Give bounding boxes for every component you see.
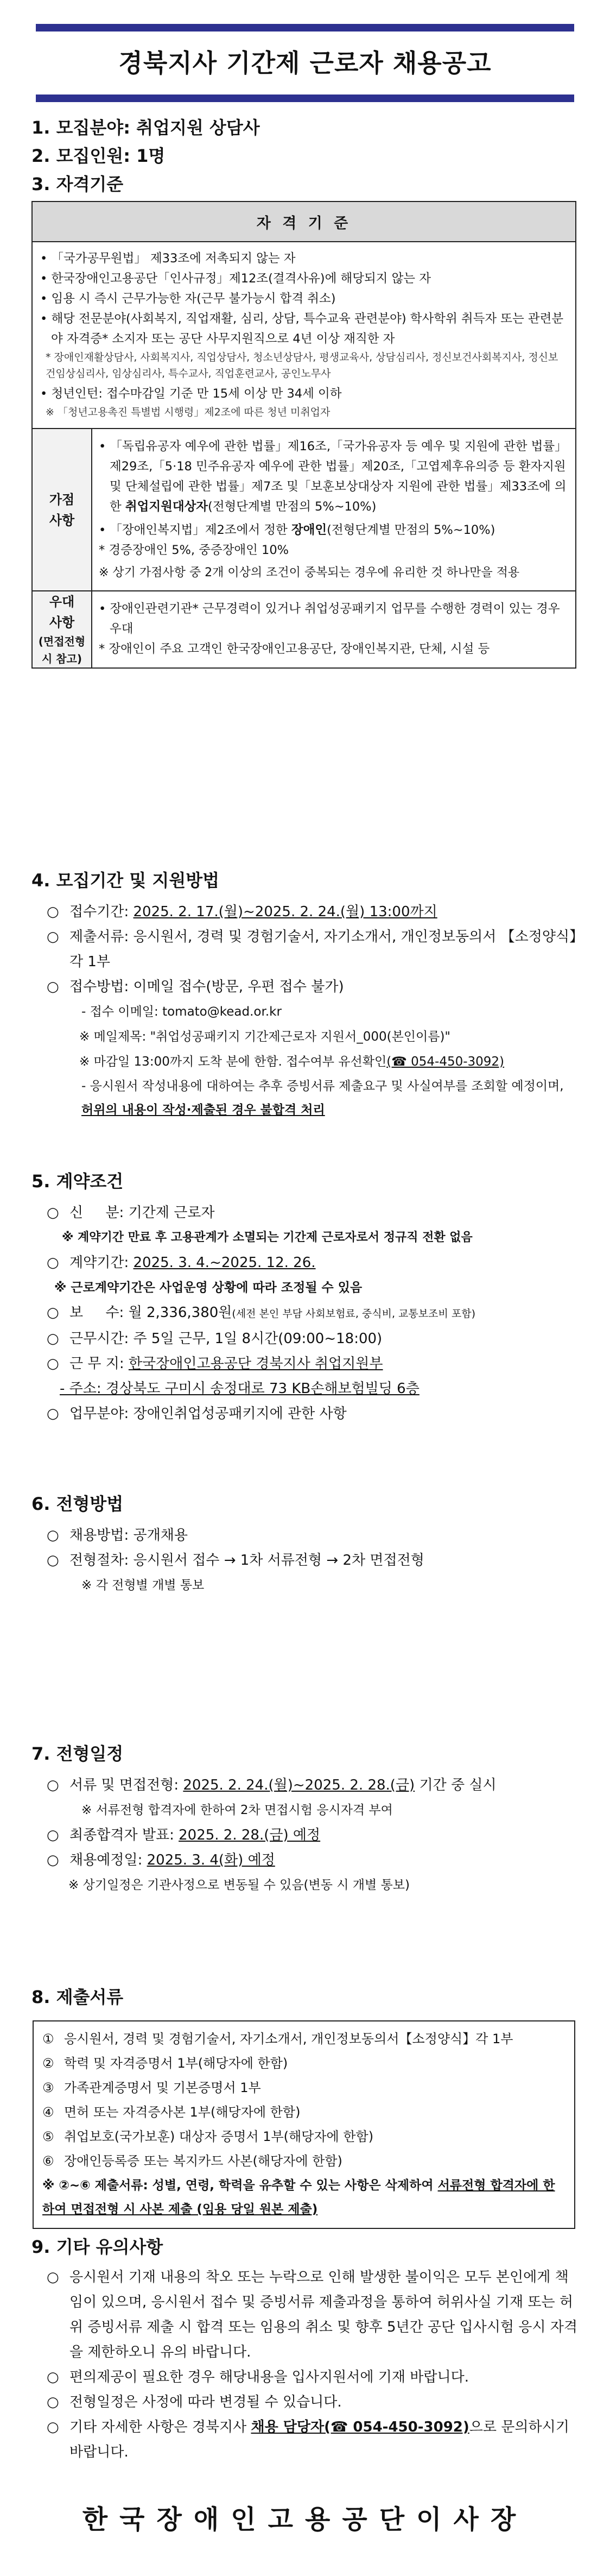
contract-period: ○ 계약기간: 2025. 3. 4.~2025. 12. 26. [47,1255,316,1271]
bonus-item-disabled-note: * 경증장애인 5%, 중증장애인 10% [99,543,289,557]
preference-label: 우대 사항 (면접전형 시 참고) [32,591,92,668]
document-item: ④ 면허 또는 자격증사본 1부(해당자에 한함) [42,2105,301,2120]
schedule-start-date: ○ 채용예정일: 2025. 3. 4(화) 예정 [47,1852,275,1868]
title-top-bar [36,24,574,32]
title-bottom-bar [36,95,574,102]
notice-item: ○ 편의제공이 필요한 경우 해당내용을 입사지원서에 기재 바랍니다. [47,2369,469,2385]
section-5-body [47,1200,579,1426]
contract-status: ○ 신 분: 기간제 근로자 [47,1205,215,1221]
selection-procedure: ○ 전형절차: 응시원서 접수 → 1차 서류전형 → 2차 면접전형 [47,1552,424,1569]
bonus-item-veterans: • 「독립유공자 예우에 관한 법률」제16조,「국가유공자 등 예우 및 지원에 관한 법률」제29조,「5·18 민주유공자 예우에 관한 법률」제20조,「고엽제후유의증 등 환자지원 및 단체설립에 관한 법률」제7조 및「보훈보상대상자 지원에 관한 법률」제33조에 의한 취업지원대상자(전형단계별 만점의 5%~10%) [99,439,567,514]
apply-email: - 접수 이메일: tomato@kead.or.kr [81,1005,282,1019]
section-5-heading: 5. 계약조건 [31,1171,124,1192]
schedule-screening-note: ※ 서류전형 합격자에 한하여 2차 면접시험 응시자격 부여 [81,1803,393,1817]
qual-item: • 임용 시 즉시 근무가능한 자(근무 불가능시 합격 취소) [40,292,336,306]
section-7-heading: 7. 전형일정 [31,1743,124,1764]
preference-note: * 장애인이 주요 고객인 한국장애인고용공단, 장애인복지관, 단체, 시설 등 [99,642,490,656]
schedule-final-announcement: ○ 최종합격자 발표: 2025. 2. 28.(금) 예정 [47,1827,321,1843]
section-3-heading: 3. 자격기준 [31,174,124,194]
selection-note: ※ 각 전형별 개별 통보 [81,1578,205,1592]
document-item: ① 응시원서, 경력 및 경험기술서, 자기소개서, 개인정보동의서【소정양식】각 1부 [42,2031,513,2046]
qualification-table [31,201,576,669]
contract-hours: ○ 근무시간: 주 5일 근무, 1일 8시간(09:00~18:00) [47,1331,383,1347]
contract-salary: ○ 보 수: 월 2,336,380원(세전 본인 부담 사회보험료, 중식비, 교통보조비 포함) [47,1305,475,1321]
preference-content [92,591,576,668]
issuer-signature: 한국장애인고용공단이사장 [82,2504,528,2535]
documents-note: ※ ②~⑥ 제출서류: 성별, 연령, 학력을 유추할 수 있는 사항은 삭제하여 서류전형 합격자에 한하여 면접전형 시 사본 제출 (임용 당일 원본 제출) [42,2178,555,2216]
section-7-body [47,1773,579,1898]
section-4-body [47,899,579,1122]
document-item: ⑤ 취업보호(국가보훈) 대상자 증명서 1부(해당자에 한함) [42,2129,374,2144]
schedule-change-note: ※ 상기일정은 기관사정으로 변동될 수 있음(변동 시 개별 통보) [68,1878,410,1892]
required-documents-box [33,2020,575,2229]
contract-status-note: ※ 계약기간 만료 후 고용관계가 소멸되는 기간제 근로자로서 정규직 전환 없음 [62,1231,473,1244]
section-6-body [47,1523,579,1598]
qual-youth: • 청년인턴: 접수마감일 기준 만 15세 이상 만 34세 이하 [40,387,342,401]
bonus-item-disabled: • 「장애인복지법」제2조에서 정한 장애인(전형단계별 만점의 5%~10%) [99,523,495,537]
notice-item: ○ 기타 자세한 사항은 경북지사 채용 담당자(☎ 054-450-3092)으로 문의하시기 바랍니다. [47,2419,569,2460]
contract-address: - 주소: 경상북도 구미시 송정대로 73 KB손해보험빌딩 6층 [60,1381,420,1397]
apply-mail-subject: ※ 메일제목: "취업성공패키지 기간제근로자 지원서_000(본인이름)" [79,1030,451,1044]
document-item: ⑥ 장애인등록증 또는 복지카드 사본(해당자에 한함) [42,2153,342,2169]
contract-workplace: ○ 근 무 지: 한국장애인고용공단 경북지사 취업지원부 [47,1356,383,1372]
qual-item: • 해당 전문분야(사회복지, 직업재활, 심리, 상담, 특수교육 관련분야) 학사학위 취득자 또는 관련분야 자격증* 소지자 또는 공단 사무지원직으로 4년 이상 재직한 자 [40,312,564,346]
contract-period-note: ※ 근로계약기간은 사업운영 상황에 따라 조정될 수 있음 [54,1281,363,1295]
apply-deadline-note: ※ 마감일 13:00까지 도착 분에 한함. 접수여부 유선확인(☎ 054-450-3092) [79,1055,505,1069]
selection-type: ○ 채용방법: 공개채용 [47,1527,188,1544]
contract-duties: ○ 업무분야: 장애인취업성공패키지에 관한 사항 [47,1406,347,1422]
notice-item: ○ 전형일정은 사정에 따라 변경될 수 있습니다. [47,2394,342,2410]
qualification-table-header: 자 격 기 준 [32,201,576,242]
section-4-heading: 4. 모집기간 및 지원방법 [31,870,220,891]
schedule-screening: ○ 서류 및 면접전형: 2025. 2. 24.(월)~2025. 2. 28.(금) 기간 중 실시 [47,1777,497,1793]
section-9-heading: 9. 기타 유의사항 [31,2237,163,2257]
qual-item-note: * 장애인재활상담사, 사회복지사, 직업상담사, 청소년상담사, 평생교육사, 상담심리사, 정신보건사회복지사, 정신보건임상심리사, 임상심리사, 특수교사, 직업훈련교사, 공인노무사 [46,351,558,380]
qual-youth-note: ※ 「청년고용촉진 특별법 시행령」제2조에 따른 청년 미취업자 [46,406,331,418]
apply-documents: ○ 제출서류: 응시원서, 경력 및 경험기술서, 자기소개서, 개인정보동의서 【소정양식】각 1부 [47,929,577,970]
qual-item: • 「국가공무원법」 제33조에 저촉되지 않는 자 [40,251,296,266]
page-title: 경북지사 기간제 근로자 채용공고 [118,48,492,78]
apply-false-info-warning: - 응시원서 작성내용에 대하여는 추후 증빙서류 제출요구 및 사실여부를 조회할 예정이며, 허위의 내용이 작성·제출된 경우 불합격 처리 [81,1079,564,1117]
section-9-body [47,2265,579,2465]
bonus-note: ※ 상기 가점사항 중 2개 이상의 조건이 중복되는 경우에 유리한 것 하나만을 적용 [99,566,520,580]
section-1-heading: 1. 모집분야: 취업지원 상담사 [31,117,260,138]
qualification-requirements [32,242,576,429]
section-6-heading: 6. 전형방법 [31,1494,124,1514]
notice-item: ○ 응시원서 기재 내용의 착오 또는 누락으로 인해 발생한 불이익은 모두 본인에게 책임이 있으며, 응시원서 접수 및 증빙서류 제출과정을 통하여 허위사실 기재 또는 허위 증빙서류 제출 시 합격 또는 임용의 취소 및 향후 5년간 공단 입사시험 응시 자격을 제한하오니 유의 바랍니다. [47,2269,577,2360]
section-8-heading: 8. 제출서류 [31,1987,124,2007]
apply-method: ○ 접수방법: 이메일 접수(방문, 우편 접수 불가) [47,979,344,995]
section-2-heading: 2. 모집인원: 1명 [31,146,166,166]
preference-item: • 장애인관련기관* 근무경력이 있거나 취업성공패키지 업무를 수행한 경력이 있는 경우 우대 [99,602,560,636]
apply-period: ○ 접수기간: 2025. 2. 17.(월)~2025. 2. 24.(월) 13:00까지 [47,904,437,920]
title-block [36,24,574,102]
document-item: ② 학력 및 자격증명서 1부(해당자에 한함) [42,2056,288,2071]
document-item: ③ 가족관계증명서 및 기본증명서 1부 [42,2080,261,2095]
bonus-label: 가점 사항 [32,429,92,591]
bonus-content [92,429,576,591]
qual-item: • 한국장애인고용공단「인사규정」제12조(결격사유)에 해당되지 않는 자 [40,272,431,286]
